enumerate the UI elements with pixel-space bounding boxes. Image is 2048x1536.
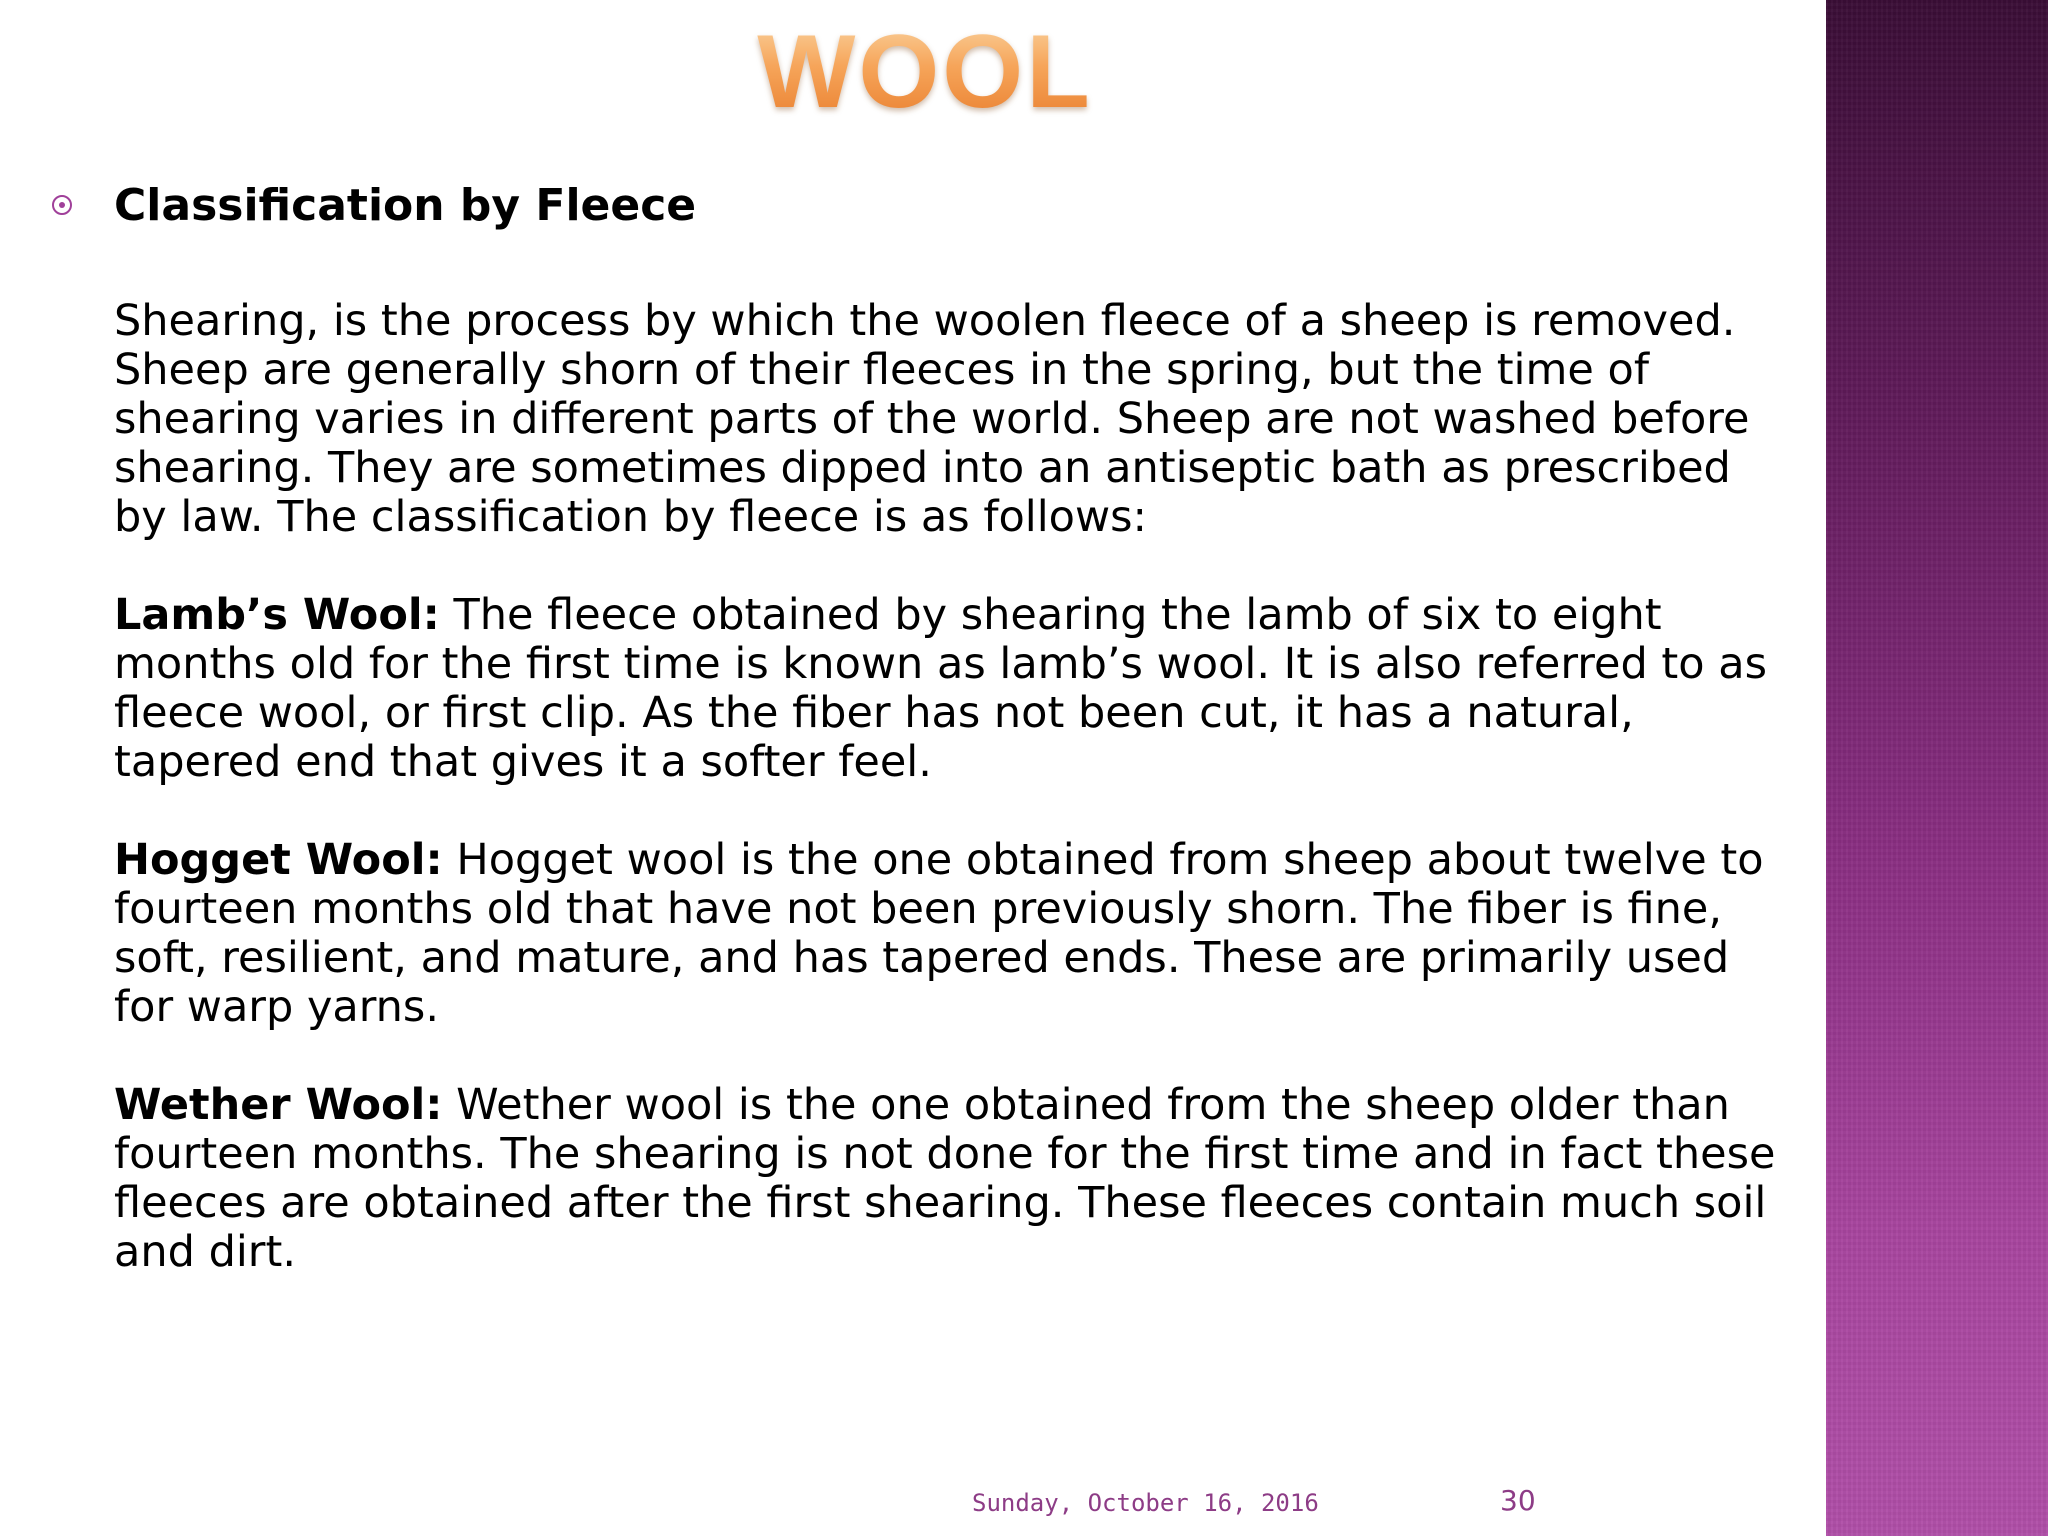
bullet-heading: Classification by Fleece (114, 180, 697, 231)
circle-bullet-icon (52, 195, 72, 215)
wether-wool-text: Wether wool is the one obtained from the sheep older than fourteen months. The shearing is not done for the first time and in fact these fleeces are obtained after the first shearing. These fleeces contain much soil and dirt. (114, 1080, 1776, 1277)
hogget-wool-paragraph (114, 836, 1794, 1032)
slide-title: WOOL CLASSING (500, 12, 1350, 132)
lambs-wool-label: Lamb’s Wool: (114, 590, 440, 640)
wether-wool-paragraph (114, 1081, 1794, 1277)
intro-paragraph (114, 297, 1794, 542)
lambs-wool-paragraph (114, 591, 1794, 787)
decorative-side-bar (1826, 0, 2048, 1536)
wether-wool-label: Wether Wool: (114, 1080, 443, 1130)
footer-date: Sunday, October 16, 2016 (972, 1489, 1319, 1517)
lambs-wool-text: The fleece obtained by shearing the lamb of six to eight months old for the first time is known as lamb’s wool. It is also referred to as fleece wool, or first clip. As the fiber has not been cut, it has a natural, tapered end that gives it a softer feel. (114, 590, 1768, 787)
body-content (114, 297, 1794, 1326)
hogget-wool-label: Hogget Wool: (114, 835, 443, 885)
slide-number: 30 (1500, 1484, 1536, 1517)
intro-paragraph-text: Shearing, is the process by which the woolen fleece of a sheep is removed. Sheep are generally shorn of their fleeces in the spring, but the time of shearing varies in different parts of the world. Sheep are not washed before shearing. They are sometimes dipped into an antiseptic bath as prescribed by law. The classification by fleece is as follows: (114, 296, 1750, 542)
hogget-wool-text: Hogget wool is the one obtained from sheep about twelve to fourteen months old that have not been previously shorn. The fiber is fine, soft, resilient, and mature, and has tapered ends. These are primarily used for warp yarns. (114, 835, 1764, 1032)
